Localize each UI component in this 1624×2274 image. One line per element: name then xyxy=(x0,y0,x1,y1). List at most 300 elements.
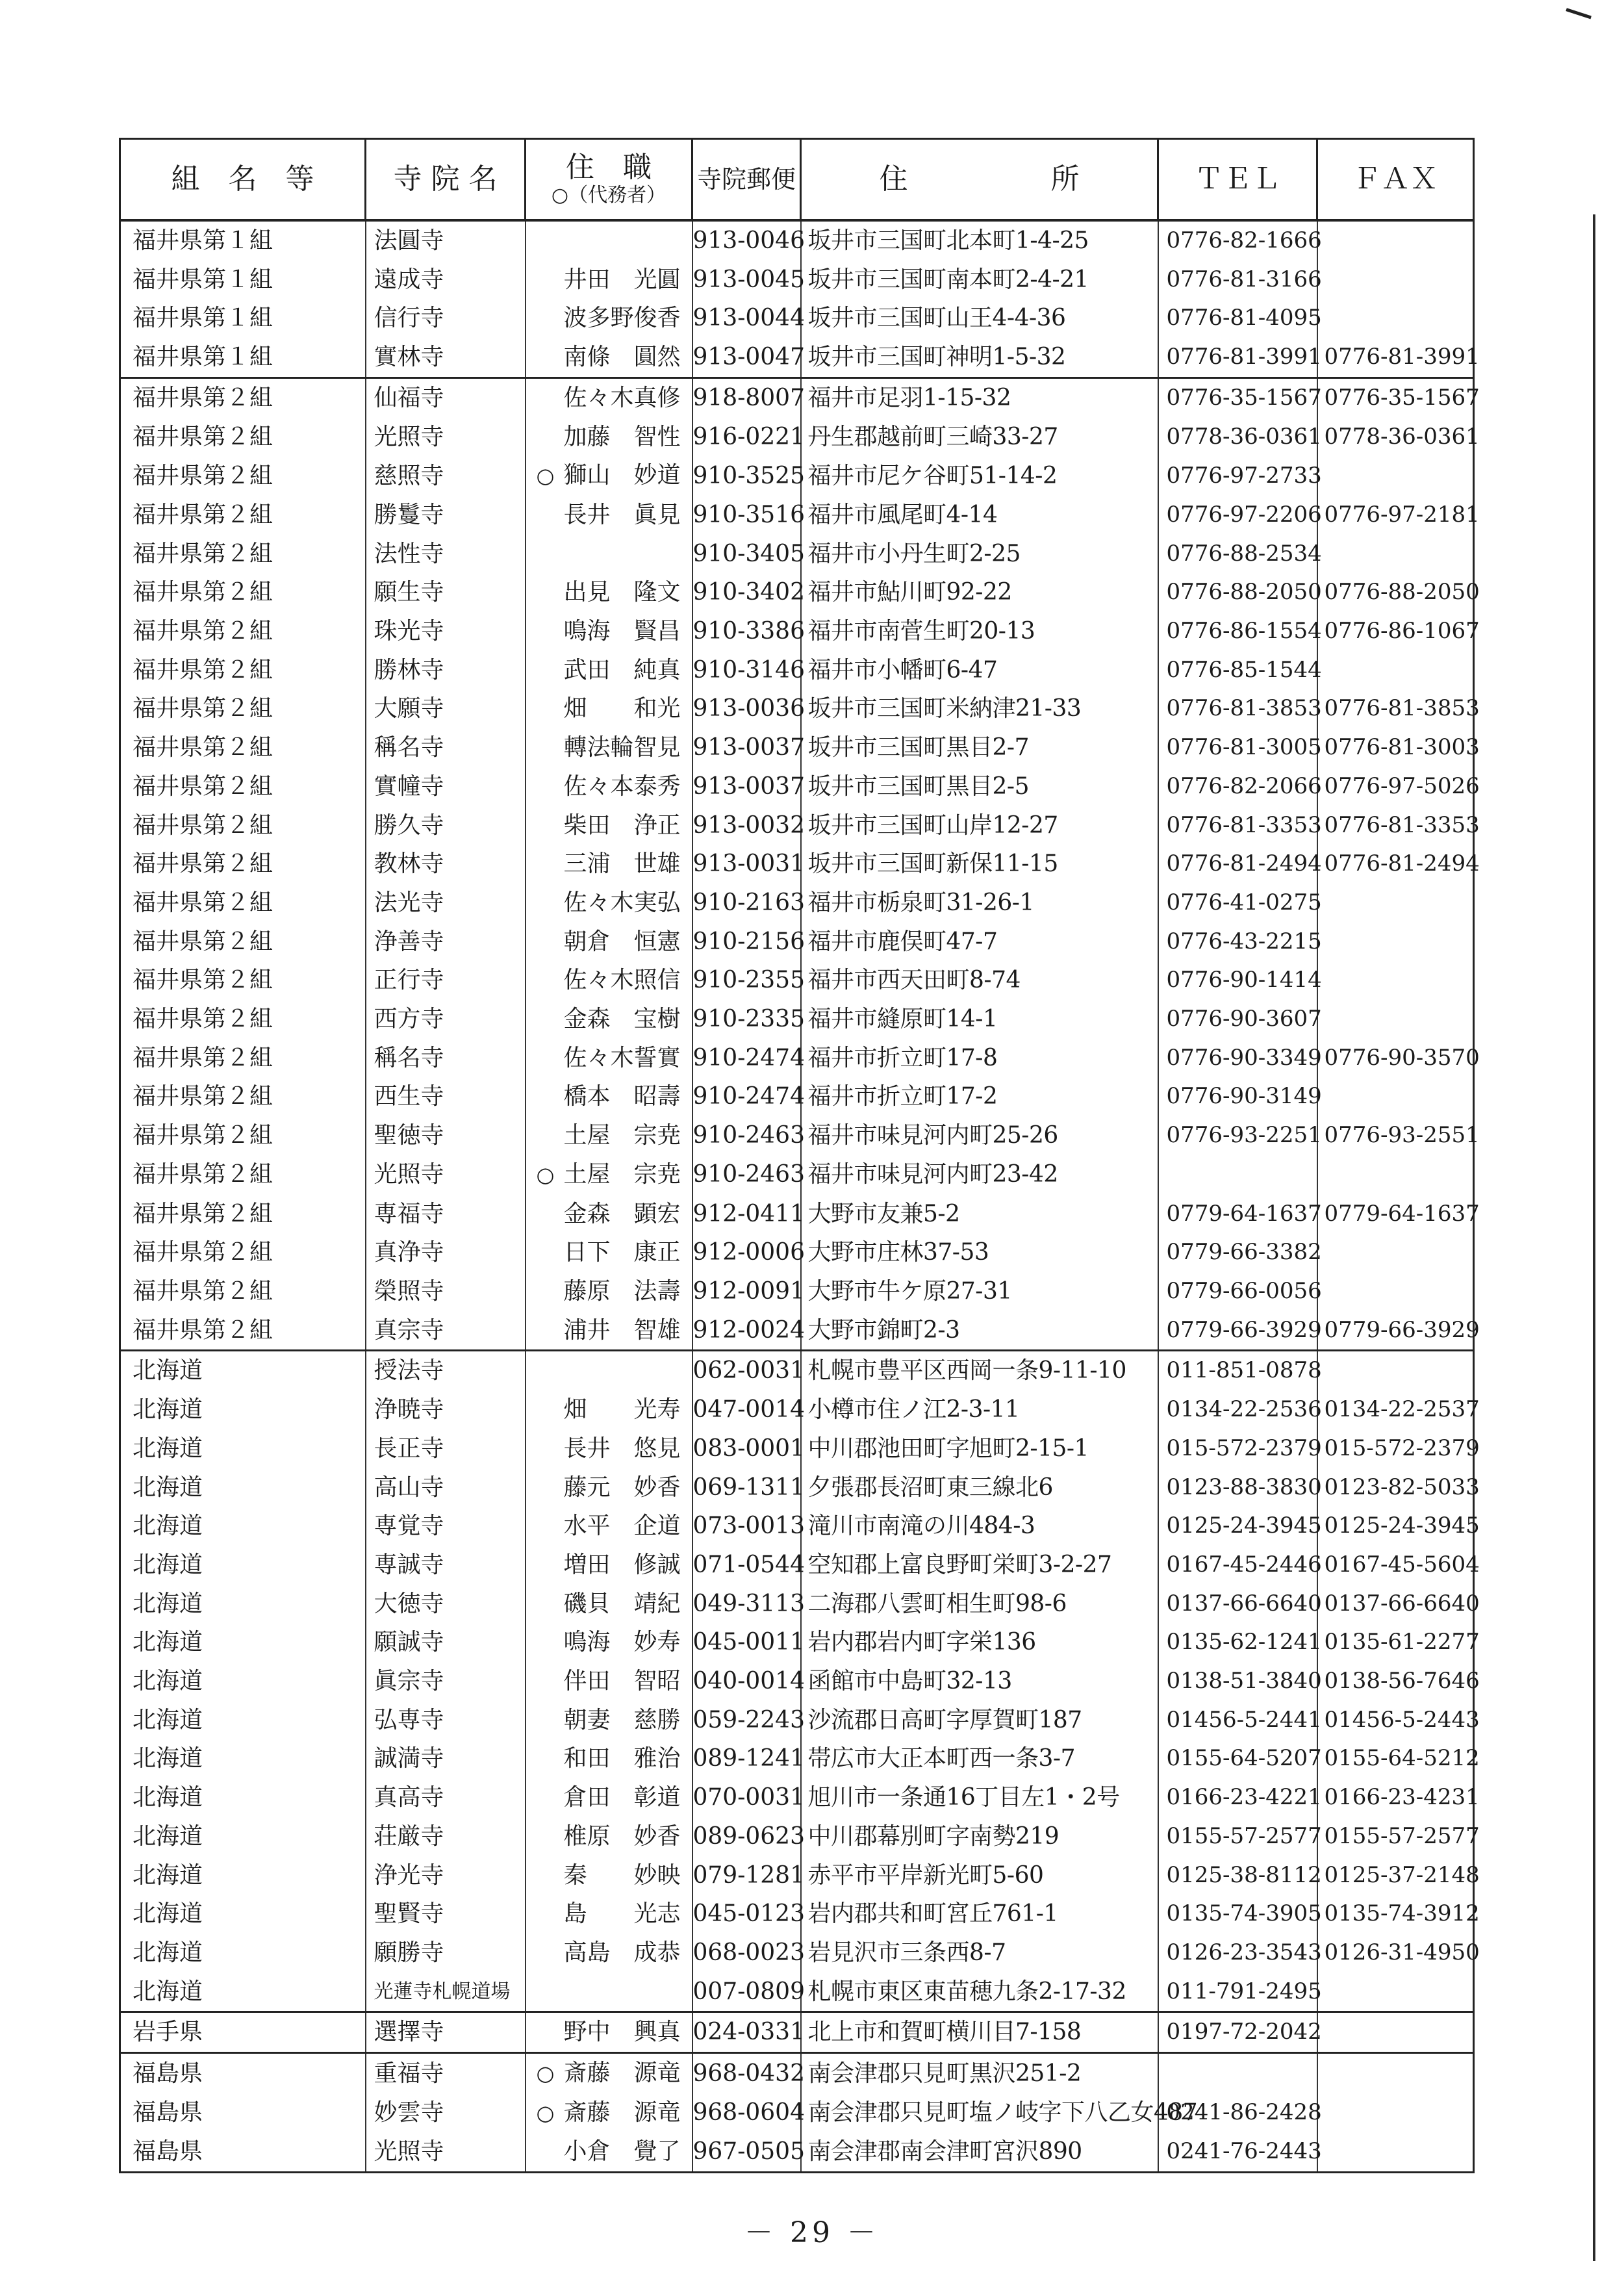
address-cell: 福井市小幡町6-47 xyxy=(801,651,1158,690)
table-row xyxy=(120,845,1474,884)
table-row xyxy=(120,961,1474,1000)
priest-name: 柴田 浄正 xyxy=(563,811,681,839)
temple-cell: 稱名寺 xyxy=(366,1039,526,1078)
group-cell: 北海道 xyxy=(120,1623,366,1662)
table-row xyxy=(120,767,1474,806)
tel-cell: 0776-97-2206 xyxy=(1158,496,1317,535)
priest-name: 佐々本泰秀 xyxy=(563,773,681,800)
address-cell: 大野市友兼5-2 xyxy=(801,1195,1158,1234)
tel-cell xyxy=(1158,2053,1317,2093)
tel-cell: 0166-23-4221 xyxy=(1158,1778,1317,1817)
address-cell: 坂井市三国町神明1-5-32 xyxy=(801,338,1158,377)
zip-cell: 913-0037 xyxy=(692,728,801,767)
temple-cell: 専誠寺 xyxy=(366,1546,526,1585)
zip-cell: 910-2463 xyxy=(692,1116,801,1155)
group-cell: 北海道 xyxy=(120,1739,366,1778)
group-cell: 北海道 xyxy=(120,1817,366,1856)
tel-cell: 0776-81-3991 xyxy=(1158,338,1317,377)
table-row xyxy=(120,651,1474,690)
header-tel: ＴＥＬ xyxy=(1158,139,1317,221)
fax-cell xyxy=(1317,1077,1474,1116)
priest-name: 斎藤 源竜 xyxy=(563,2099,681,2126)
zip-cell: 913-0044 xyxy=(692,299,801,338)
fax-cell: 0776-81-3353 xyxy=(1317,806,1474,845)
temple-cell: 真高寺 xyxy=(366,1778,526,1817)
address-cell: 福井市小丹生町2-25 xyxy=(801,535,1158,574)
temple-cell: 専覚寺 xyxy=(366,1507,526,1546)
table-row xyxy=(120,1272,1474,1311)
table-body xyxy=(120,220,1480,2173)
priest-cell xyxy=(526,418,692,457)
address-cell: 赤平市平岸新光町5-60 xyxy=(801,1856,1158,1895)
address-cell: 福井市鹿俣町47-7 xyxy=(801,923,1158,962)
address-cell: 函館市中島町32-13 xyxy=(801,1662,1158,1701)
fax-cell: 0125-24-3945 xyxy=(1317,1507,1474,1546)
zip-cell: 967-0505 xyxy=(692,2132,801,2172)
address-cell: 中川郡池田町字旭町2-15-1 xyxy=(801,1429,1158,1468)
tel-cell: 0135-74-3905 xyxy=(1158,1895,1317,1934)
fax-cell: 0125-37-2148 xyxy=(1317,1856,1474,1895)
zip-cell: 073-0013 xyxy=(692,1507,801,1546)
group-cell: 北海道 xyxy=(120,1351,366,1390)
address-cell: 福井市尼ケ谷町51-14-2 xyxy=(801,456,1158,496)
priest-name: 高島 成恭 xyxy=(563,1939,681,1966)
temple-cell: 教林寺 xyxy=(366,845,526,884)
tel-cell: 0197-72-2042 xyxy=(1158,2012,1317,2053)
tel-cell: 011-791-2495 xyxy=(1158,1973,1317,2012)
group-cell: 福井県第２組 xyxy=(120,767,366,806)
fax-cell xyxy=(1317,2132,1474,2172)
group-cell: 福井県第２組 xyxy=(120,1039,366,1078)
fax-cell: 0123-82-5033 xyxy=(1317,1468,1474,1507)
acting-priest-mark: ○ xyxy=(536,1162,555,1187)
priest-cell xyxy=(526,923,692,962)
tel-cell: 0155-57-2577 xyxy=(1158,1817,1317,1856)
temple-cell: 願誠寺 xyxy=(366,1623,526,1662)
group-cell: 福井県第２組 xyxy=(120,1077,366,1116)
tel-cell: 0776-93-2251 xyxy=(1158,1116,1317,1155)
table-row xyxy=(120,923,1474,962)
fax-cell: 0776-81-3003 xyxy=(1317,728,1474,767)
priest-cell xyxy=(526,884,692,923)
fax-cell: 0776-93-2551 xyxy=(1317,1116,1474,1155)
priest-cell xyxy=(526,1272,692,1311)
temple-cell: 慈照寺 xyxy=(366,456,526,496)
tel-cell: 0776-88-2534 xyxy=(1158,535,1317,574)
zip-cell: 910-2355 xyxy=(692,961,801,1000)
priest-name: 南條 圓然 xyxy=(563,344,681,371)
temple-cell: 正行寺 xyxy=(366,961,526,1000)
group-cell: 北海道 xyxy=(120,1701,366,1740)
table-row xyxy=(120,1546,1474,1585)
table-row xyxy=(120,806,1474,845)
priest-name: 秦 妙映 xyxy=(563,1861,681,1889)
priest-name: 野中 興真 xyxy=(563,2019,681,2046)
group-cell: 北海道 xyxy=(120,1546,366,1585)
group-cell: 福井県第１組 xyxy=(120,220,366,261)
fax-cell: 0135-61-2277 xyxy=(1317,1623,1474,1662)
tel-cell: 0779-66-3382 xyxy=(1158,1233,1317,1272)
tel-cell: 0135-62-1241 xyxy=(1158,1623,1317,1662)
priest-name: 橋本 昭壽 xyxy=(563,1083,681,1110)
group-cell: 福井県第２組 xyxy=(120,496,366,535)
priest-cell xyxy=(526,1195,692,1234)
tel-cell: 0125-24-3945 xyxy=(1158,1507,1317,1546)
fax-cell: 0166-23-4231 xyxy=(1317,1778,1474,1817)
zip-cell: 913-0031 xyxy=(692,845,801,884)
zip-cell: 910-2335 xyxy=(692,1000,801,1039)
fax-cell: 0778-36-0361 xyxy=(1317,418,1474,457)
table-row xyxy=(120,418,1474,457)
address-cell: 福井市味見河内町25-26 xyxy=(801,1116,1158,1155)
zip-cell: 910-2156 xyxy=(692,923,801,962)
address-cell: 岩内郡共和町宮丘761-1 xyxy=(801,1895,1158,1934)
priest-cell xyxy=(526,1662,692,1701)
priest-name: 長井 悠見 xyxy=(563,1435,681,1462)
zip-cell: 913-0036 xyxy=(692,689,801,728)
priest-name: 斎藤 源竜 xyxy=(563,2060,681,2087)
priest-cell xyxy=(526,496,692,535)
fax-cell xyxy=(1317,651,1474,690)
header-priest xyxy=(526,139,692,221)
priest-cell xyxy=(526,1778,692,1817)
priest-name: 土屋 宗尭 xyxy=(563,1160,681,1188)
table-row xyxy=(120,1739,1474,1778)
priest-name: 畑 和光 xyxy=(563,695,681,722)
priest-cell xyxy=(526,1468,692,1507)
tel-cell: 0776-82-2066 xyxy=(1158,767,1317,806)
fax-cell: 0126-31-4950 xyxy=(1317,1934,1474,1973)
tel-cell: 0241-86-2428 xyxy=(1158,2093,1317,2133)
header-group: 組 名 等 xyxy=(120,139,366,221)
tel-cell: 0137-66-6640 xyxy=(1158,1585,1317,1624)
fax-cell: 015-572-2379 xyxy=(1317,1429,1474,1468)
priest-cell xyxy=(526,338,692,377)
header-priest-sub: ○（代務者） xyxy=(551,184,666,207)
address-cell: 旭川市一条通16丁目左1・2号 xyxy=(801,1778,1158,1817)
tel-cell: 0776-43-2215 xyxy=(1158,923,1317,962)
table-row xyxy=(120,1817,1474,1856)
table-row xyxy=(120,1233,1474,1272)
tel-cell: 0776-81-3166 xyxy=(1158,261,1317,300)
fax-cell: 0138-56-7646 xyxy=(1317,1662,1474,1701)
priest-cell xyxy=(526,1973,692,2012)
table-row xyxy=(120,377,1474,417)
address-cell: 札幌市豊平区西岡一条9-11-10 xyxy=(801,1351,1158,1390)
group-cell: 福井県第２組 xyxy=(120,806,366,845)
priest-cell xyxy=(526,2132,692,2172)
fax-cell: 0776-90-3570 xyxy=(1317,1039,1474,1078)
temple-cell: 浄善寺 xyxy=(366,923,526,962)
table-row xyxy=(120,2132,1474,2172)
fax-cell: 0776-81-2494 xyxy=(1317,845,1474,884)
tel-cell: 0779-66-0056 xyxy=(1158,1272,1317,1311)
zip-cell: 913-0037 xyxy=(692,767,801,806)
priest-name: 和田 雅治 xyxy=(563,1745,681,1772)
fax-cell xyxy=(1317,923,1474,962)
temple-cell: 浄暁寺 xyxy=(366,1390,526,1429)
temple-cell: 選擇寺 xyxy=(366,2012,526,2053)
tel-cell: 0779-64-1637 xyxy=(1158,1195,1317,1234)
zip-cell: 910-3405 xyxy=(692,535,801,574)
fax-cell: 0776-86-1067 xyxy=(1317,612,1474,651)
priest-name: 金森 宝樹 xyxy=(563,1006,681,1033)
zip-cell: 910-2463 xyxy=(692,1155,801,1195)
tel-cell: 01456-5-2441 xyxy=(1158,1701,1317,1740)
group-cell: 福井県第２組 xyxy=(120,1233,366,1272)
priest-cell xyxy=(526,535,692,574)
zip-cell: 910-3402 xyxy=(692,573,801,612)
priest-cell xyxy=(526,1077,692,1116)
address-cell: 岩内郡岩内町字栄136 xyxy=(801,1623,1158,1662)
table-row xyxy=(120,261,1474,300)
table-row xyxy=(120,884,1474,923)
zip-cell: 059-2243 xyxy=(692,1701,801,1740)
priest-cell xyxy=(526,2053,692,2093)
temple-cell: 光照寺 xyxy=(366,2132,526,2172)
address-cell: 帯広市大正本町西一条3-7 xyxy=(801,1739,1158,1778)
group-cell: 北海道 xyxy=(120,1468,366,1507)
temple-cell: 大願寺 xyxy=(366,689,526,728)
priest-name: 獅山 妙道 xyxy=(563,462,681,489)
group-cell: 福井県第２組 xyxy=(120,1272,366,1311)
priest-name: 水平 企道 xyxy=(563,1513,681,1540)
address-cell: 滝川市南滝の川484-3 xyxy=(801,1507,1158,1546)
address-cell: 福井市西天田町8-74 xyxy=(801,961,1158,1000)
priest-cell xyxy=(526,573,692,612)
group-cell: 北海道 xyxy=(120,1507,366,1546)
table-row xyxy=(120,1507,1474,1546)
fax-cell: 0776-81-3853 xyxy=(1317,689,1474,728)
priest-name: 畑 光寿 xyxy=(563,1396,681,1424)
zip-cell: 089-0623 xyxy=(692,1817,801,1856)
fax-cell xyxy=(1317,2053,1474,2093)
tel-cell: 0776-82-1666 xyxy=(1158,220,1317,261)
tel-cell: 0779-66-3929 xyxy=(1158,1311,1317,1351)
tel-cell: 0776-35-1567 xyxy=(1158,377,1317,417)
fax-cell: 0776-97-5026 xyxy=(1317,767,1474,806)
zip-cell: 913-0046 xyxy=(692,220,801,261)
table-row xyxy=(120,1701,1474,1740)
address-cell: 大野市牛ケ原27-31 xyxy=(801,1272,1158,1311)
table-row xyxy=(120,689,1474,728)
page-number: － 29 － xyxy=(744,2216,880,2249)
priest-name: 藤元 妙香 xyxy=(563,1474,681,1501)
temple-cell: 妙雲寺 xyxy=(366,2093,526,2133)
priest-name: 伴田 智昭 xyxy=(563,1668,681,1695)
table-row xyxy=(120,1351,1474,1390)
group-cell: 北海道 xyxy=(120,1973,366,2012)
fax-cell xyxy=(1317,2012,1474,2053)
group-cell: 福井県第２組 xyxy=(120,612,366,651)
address-cell: 札幌市東区東苗穂九条2-17-32 xyxy=(801,1973,1158,2012)
acting-priest-mark: ○ xyxy=(536,2061,555,2086)
group-cell: 福井県第２組 xyxy=(120,1311,366,1351)
tel-cell: 0776-90-1414 xyxy=(1158,961,1317,1000)
address-cell: 二海郡八雲町相生町98-6 xyxy=(801,1585,1158,1624)
tel-cell: 0776-81-3853 xyxy=(1158,689,1317,728)
zip-cell: 910-3146 xyxy=(692,651,801,690)
priest-cell xyxy=(526,2093,692,2133)
tel-cell: 0776-90-3149 xyxy=(1158,1077,1317,1116)
temple-cell: 西生寺 xyxy=(366,1077,526,1116)
zip-cell: 912-0006 xyxy=(692,1233,801,1272)
address-cell: 南会津郡只見町塩ノ岐字下八乙女487 xyxy=(801,2093,1158,2133)
temple-cell: 弘専寺 xyxy=(366,1701,526,1740)
priest-cell xyxy=(526,1623,692,1662)
address-cell: 福井市風尾町4-14 xyxy=(801,496,1158,535)
group-cell: 福島県 xyxy=(120,2053,366,2093)
table-row xyxy=(120,1390,1474,1429)
temple-cell: 高山寺 xyxy=(366,1468,526,1507)
temple-cell: 法光寺 xyxy=(366,884,526,923)
zip-cell: 913-0047 xyxy=(692,338,801,377)
zip-cell: 047-0014 xyxy=(692,1390,801,1429)
priest-name: 朝妻 慈勝 xyxy=(563,1706,681,1733)
table-row xyxy=(120,535,1474,574)
priest-name: 増田 修誠 xyxy=(563,1551,681,1578)
table-row xyxy=(120,1778,1474,1817)
priest-cell xyxy=(526,689,692,728)
priest-cell xyxy=(526,261,692,300)
table-row xyxy=(120,1311,1474,1351)
zip-cell: 024-0331 xyxy=(692,2012,801,2053)
priest-name: 佐々木誓實 xyxy=(563,1044,681,1071)
zip-cell: 007-0809 xyxy=(692,1973,801,2012)
table-row xyxy=(120,1662,1474,1701)
tel-cell: 0776-90-3607 xyxy=(1158,1000,1317,1039)
tel-cell: 0776-81-3005 xyxy=(1158,728,1317,767)
table-row xyxy=(120,1856,1474,1895)
priest-name: 朝倉 恒憲 xyxy=(563,928,681,955)
tel-cell: 0155-64-5207 xyxy=(1158,1739,1317,1778)
address-cell: 福井市鮎川町92-22 xyxy=(801,573,1158,612)
tel-cell: 0776-41-0275 xyxy=(1158,884,1317,923)
table-header-row xyxy=(120,139,1474,221)
priest-name: 椎原 妙香 xyxy=(563,1822,681,1850)
address-cell: 福井市縫原町14-1 xyxy=(801,1000,1158,1039)
group-cell: 福井県第２組 xyxy=(120,535,366,574)
group-cell: 福井県第２組 xyxy=(120,961,366,1000)
temple-cell: 浄光寺 xyxy=(366,1856,526,1895)
zip-cell: 910-3516 xyxy=(692,496,801,535)
priest-cell xyxy=(526,728,692,767)
table-row xyxy=(120,1973,1474,2012)
address-cell: 坂井市三国町山王4-4-36 xyxy=(801,299,1158,338)
table-row xyxy=(120,496,1474,535)
group-cell: 北海道 xyxy=(120,1429,366,1468)
group-cell: 福井県第１組 xyxy=(120,338,366,377)
priest-cell xyxy=(526,1507,692,1546)
fax-cell: 0167-45-5604 xyxy=(1317,1546,1474,1585)
priest-cell xyxy=(526,612,692,651)
temple-directory-table xyxy=(119,138,1480,2173)
temple-cell: 光照寺 xyxy=(366,418,526,457)
tel-cell: 0167-45-2446 xyxy=(1158,1546,1317,1585)
priest-cell xyxy=(526,1311,692,1351)
group-cell: 北海道 xyxy=(120,1662,366,1701)
temple-cell: 法性寺 xyxy=(366,535,526,574)
fax-cell xyxy=(1317,261,1474,300)
zip-cell: 062-0031 xyxy=(692,1351,801,1390)
group-cell: 福井県第２組 xyxy=(120,573,366,612)
temple-cell: 授法寺 xyxy=(366,1351,526,1390)
corner-mark xyxy=(1563,8,1592,27)
priest-cell xyxy=(526,806,692,845)
table-row xyxy=(120,728,1474,767)
group-cell: 福井県第２組 xyxy=(120,418,366,457)
temple-cell: 遠成寺 xyxy=(366,261,526,300)
temple-cell: 實林寺 xyxy=(366,338,526,377)
tel-cell: 0241-76-2443 xyxy=(1158,2132,1317,2172)
priest-cell xyxy=(526,845,692,884)
temple-cell: 勝林寺 xyxy=(366,651,526,690)
fax-cell: 0155-64-5212 xyxy=(1317,1739,1474,1778)
priest-cell xyxy=(526,456,692,496)
priest-name: 日下 康正 xyxy=(563,1239,681,1266)
zip-cell: 069-1311 xyxy=(692,1468,801,1507)
priest-name: 佐々木真修 xyxy=(563,384,681,411)
address-cell: 夕張郡長沼町東三線北6 xyxy=(801,1468,1158,1507)
group-cell: 福井県第２組 xyxy=(120,1155,366,1195)
address-cell: 福井市折立町17-2 xyxy=(801,1077,1158,1116)
temple-cell: 勝鬘寺 xyxy=(366,496,526,535)
priest-cell xyxy=(526,767,692,806)
tel-cell xyxy=(1158,1155,1317,1195)
zip-cell: 049-3113 xyxy=(692,1585,801,1624)
priest-cell xyxy=(526,1000,692,1039)
fax-cell xyxy=(1317,1233,1474,1272)
priest-name: 島 光志 xyxy=(563,1900,681,1928)
temple-cell: 西方寺 xyxy=(366,1000,526,1039)
header-temple: 寺 院 名 xyxy=(366,139,526,221)
tel-cell: 0776-81-3353 xyxy=(1158,806,1317,845)
priest-cell xyxy=(526,220,692,261)
temple-cell: 仙福寺 xyxy=(366,377,526,417)
table-row xyxy=(120,2093,1474,2133)
fax-cell: 01456-5-2443 xyxy=(1317,1701,1474,1740)
address-cell: 坂井市三国町米納津21-33 xyxy=(801,689,1158,728)
group-cell: 北海道 xyxy=(120,1585,366,1624)
zip-cell: 968-0432 xyxy=(692,2053,801,2093)
address-cell: 南会津郡南会津町宮沢890 xyxy=(801,2132,1158,2172)
priest-cell xyxy=(526,1817,692,1856)
address-cell: 小樽市住ノ江2-3-11 xyxy=(801,1390,1158,1429)
zip-cell: 912-0411 xyxy=(692,1195,801,1234)
group-cell: 福井県第２組 xyxy=(120,689,366,728)
tel-cell: 0776-81-2494 xyxy=(1158,845,1317,884)
priest-cell xyxy=(526,377,692,417)
temple-cell: 聖徳寺 xyxy=(366,1116,526,1155)
group-cell: 福井県第２組 xyxy=(120,1195,366,1234)
priest-cell xyxy=(526,1895,692,1934)
tel-cell: 0134-22-2536 xyxy=(1158,1390,1317,1429)
table-row xyxy=(120,338,1474,377)
table-row xyxy=(120,2012,1474,2053)
priest-name: 井田 光圓 xyxy=(563,266,681,293)
address-cell: 坂井市三国町黒目2-5 xyxy=(801,767,1158,806)
address-cell: 中川郡幕別町字南勢219 xyxy=(801,1817,1158,1856)
group-cell: 福井県第２組 xyxy=(120,923,366,962)
address-cell: 空知郡上富良野町栄町3-2-27 xyxy=(801,1546,1158,1585)
table-row xyxy=(120,573,1474,612)
address-cell: 坂井市三国町山岸12-27 xyxy=(801,806,1158,845)
zip-cell: 070-0031 xyxy=(692,1778,801,1817)
fax-cell: 0776-88-2050 xyxy=(1317,573,1474,612)
temple-cell: 勝久寺 xyxy=(366,806,526,845)
temple-cell: 稱名寺 xyxy=(366,728,526,767)
priest-cell xyxy=(526,1039,692,1078)
